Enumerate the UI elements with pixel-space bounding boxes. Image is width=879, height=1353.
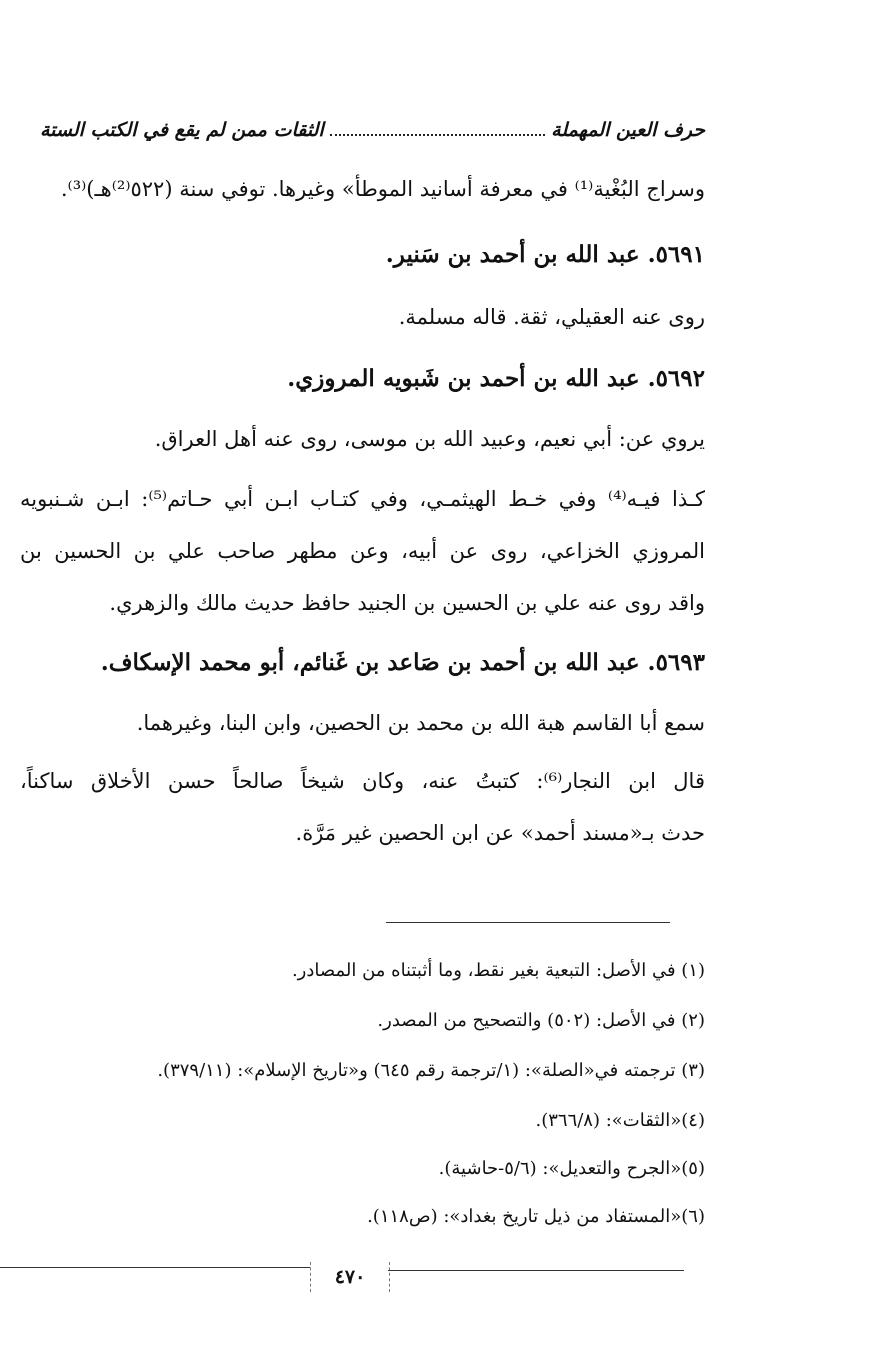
bottom-rule-left (0, 1267, 310, 1268)
body-line: وسراج البُغْية⁽¹⁾ في معرفة أسانيد الموطأ» وغيرها. توفي سنة (٥٢٢⁽²⁾هـ)⁽³⁾. (60, 177, 705, 201)
footnote-2: (٢) في الأصل: (٥٠٢) والتصحيح من المصدر. (377, 1010, 705, 1031)
body-line: واقد روى عنه علي بن الحسين بن الجنيد حافظ حديث مالك والزهري. (109, 591, 705, 615)
footnote-4: (٤)«الثقات»: (٣٦٦/٨). (535, 1110, 705, 1131)
footnote-1: (١) في الأصل: التبعية بغير نقط، وما أثبتناه من المصادر. (291, 960, 705, 981)
entry-heading-5691: ٥٦٩١. عبد الله بن أحمد بن سَنير. (385, 241, 705, 268)
page-number: ٤٧٠ (310, 1262, 390, 1292)
entry-heading-5693: ٥٦٩٣. عبد الله بن أحمد بن صَاعد بن غَنائم، أبو محمد الإسكاف. (100, 649, 705, 676)
body-line: قال ابن النجار⁽⁶⁾: كتبتُ عنه، وكان شيخاً صالحاً حسن الأخلاق ساكناً، (20, 769, 705, 793)
body-line: المروزي الخزاعي، روى عن أبيه، وعن مطهر صاحب علي بن الحسين بن (20, 539, 705, 563)
footnote-3: (٣) ترجمته في«الصلة»: (١/ترجمة رقم ٦٤٥) و«تاريخ الإسلام»: (٣٧٩/١١). (157, 1060, 705, 1081)
footnote-5: (٥)«الجرح والتعديل»: (٥/٦-حاشية). (438, 1158, 705, 1179)
body-line: حدث بـ«مسند أحمد» عن ابن الحصين غير مَرَّة. (295, 821, 705, 845)
running-header-right-text: الثقات ممن لم يقع في الكتب الستة (40, 119, 324, 141)
body-line: روى عنه العقيلي، ثقة. قاله مسلمة. (398, 305, 705, 329)
body-line: يروي عن: أبي نعيم، وعبيد الله بن موسى، روى عنه أهل العراق. (154, 427, 705, 451)
running-header-left-text: حرف العين المهملة (551, 119, 705, 141)
entry-heading-5692: ٥٦٩٢. عبد الله بن أحمد بن شَبويه المروزي. (287, 365, 705, 392)
footnote-separator (386, 922, 670, 923)
body-line: سمع أبا القاسم هبة الله بن محمد بن الحصين، وابن البنا، وغيرهما. (136, 711, 705, 735)
body-line: كـذا فيـه⁽⁴⁾ وفي خـط الهيثمـي، وفي كتـاب ابـن أبي حـاتم⁽⁵⁾: ابـن شـنبويه (20, 487, 705, 511)
running-header (40, 116, 705, 144)
footnote-6: (٦)«المستفاد من ذيل تاريخ بغداد»: (ص١١٨). (367, 1206, 705, 1227)
running-header-dots (330, 134, 545, 136)
bottom-rule-right (388, 1270, 684, 1271)
